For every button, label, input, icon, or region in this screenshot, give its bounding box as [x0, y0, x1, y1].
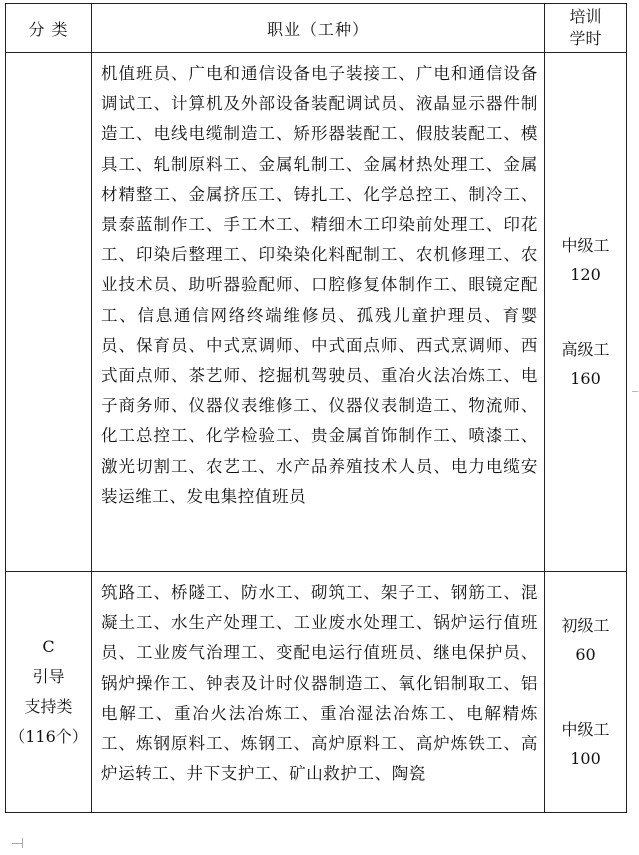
header-training-hours	[545, 4, 627, 53]
header-hours-line1: 培训	[569, 7, 602, 26]
category-cell	[6, 572, 92, 813]
crop-mark	[12, 843, 22, 844]
crop-mark	[22, 838, 23, 848]
occupation-list: 机值班员、广电和通信设备电子装接工、广电和通信设备调试工、计算机及外部设备装配调试员、液晶显示器件制造工、电线电缆制造工、矫形器装配工、假肢装配工、模具工、轧制原料工、金属轧制工、金属材热处理工、金属材精整工、金属挤压工、铸扎工、化学总控工、制冷工、景泰蓝制作工、手工木工、精细木工印染前处理工、印花工、印染后整理工、印染染化料配制工、农机修理工、农业技术员、助听器验配师、口腔修复体制作工、眼镜定配工、信息通信网络终端维修员、孤残儿童护理员、育婴员、保育员、中式烹调师、中式面点师、西式烹调师、西式面点师、茶艺师、挖掘机驾驶员、重冶火法冶炼工、电子商务师、仪器仪表维修工、仪器仪表制造工、物流师、化工总控工、化学检验工、贵金属首饰制作工、喷漆工、激光切割工、农艺工、水产品养殖技术人员、电力电缆安装运维工、发电集控值班员	[92, 53, 545, 572]
category-name-line2: 支持类	[24, 697, 73, 716]
hours-level: 高级工	[561, 340, 610, 359]
hours-level: 中级工	[561, 236, 610, 255]
table-header-row	[6, 4, 627, 53]
category-count: （116个）	[9, 727, 88, 746]
header-occupation: 职业（工种）	[92, 4, 545, 53]
hours-cell	[545, 572, 627, 813]
hours-value: 100	[570, 749, 601, 768]
hours-value: 160	[570, 369, 601, 388]
hours-cell	[545, 53, 627, 572]
training-hours-table	[5, 3, 627, 813]
table-row	[6, 572, 627, 813]
hours-value: 60	[575, 645, 596, 664]
category-cell-empty	[6, 53, 92, 572]
category-name-line1: 引导	[32, 667, 65, 686]
table-row	[6, 53, 627, 572]
occupation-list: 筑路工、桥隧工、防水工、砌筑工、架子工、钢筋工、混凝土工、水生产处理工、工业废水处理工、锅炉运行值班员、工业废气治理工、变配电运行值班员、继电保护员、锅炉操作工、钟表及计时仪器制造工、氧化铝制取工、铝电解工、重冶火法冶炼工、重冶湿法冶炼工、电解精炼工、炼钢原料工、炼钢工、高炉原料工、高炉炼铁工、高炉运转工、井下支护工、矿山救护工、陶瓷	[92, 572, 545, 813]
hours-level: 初级工	[561, 616, 610, 635]
header-category: 分 类	[6, 4, 92, 53]
hours-level: 中级工	[561, 720, 610, 739]
header-hours-line2: 学时	[569, 29, 602, 48]
category-code: C	[42, 637, 55, 656]
page-edge-mark	[632, 391, 638, 392]
hours-value: 120	[570, 265, 601, 284]
